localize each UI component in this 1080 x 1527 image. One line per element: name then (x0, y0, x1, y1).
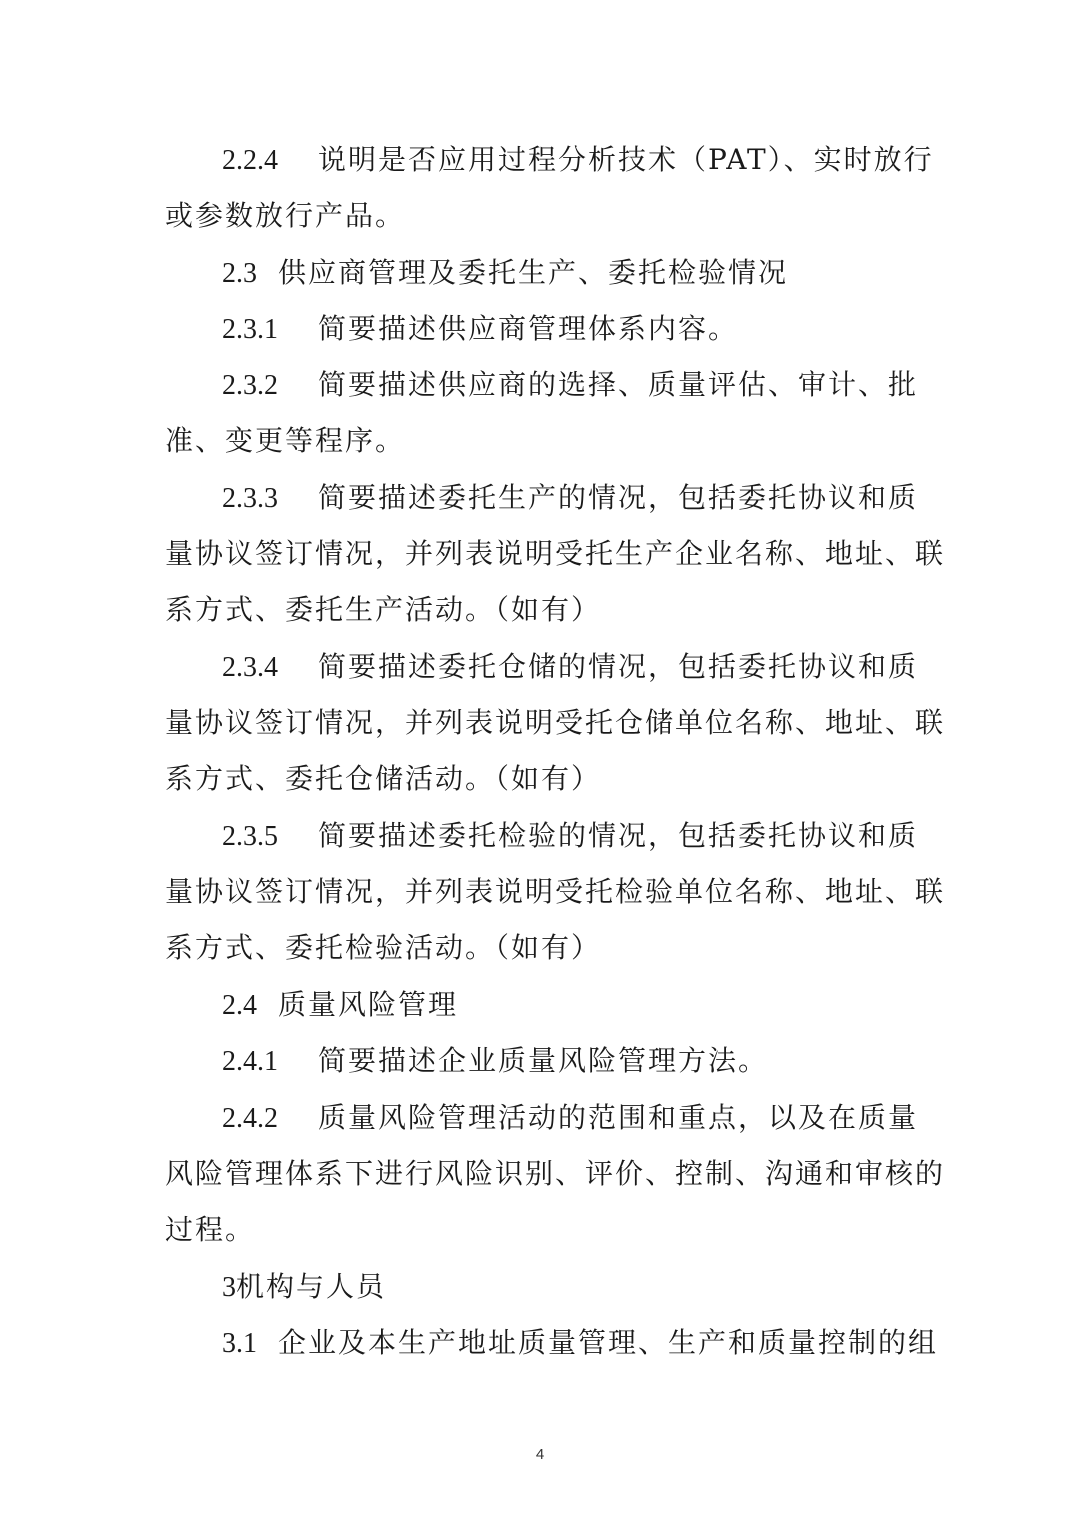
section-text: 质量风险管理 (278, 988, 459, 1021)
paragraph-2-2-4 (222, 142, 934, 179)
continuation-text: 量协议签订情况，并列表说明受托检验单位名称、地址、联 (165, 875, 946, 908)
paragraph-2-4-2 (222, 1100, 919, 1137)
section-number: 2.3.2 (222, 370, 278, 401)
paragraph-continuation (165, 874, 946, 910)
paragraph-continuation (165, 1156, 946, 1192)
continuation-text: 系方式、委托生产活动。（如有） (165, 593, 602, 626)
section-number: 2.3.4 (222, 652, 278, 683)
continuation-text: 系方式、委托检验活动。（如有） (165, 931, 602, 964)
section-number: 2.3.1 (222, 314, 278, 345)
page-number: 4 (535, 1446, 545, 1463)
paragraph-3-1 (222, 1325, 939, 1362)
section-text: 说明是否应用过程分析技术（PAT）、实时放行 (318, 143, 934, 176)
continuation-text: 量协议签订情况，并列表说明受托生产企业名称、地址、联 (165, 537, 946, 570)
section-number: 2.3.3 (222, 483, 278, 514)
section-text: 机构与人员 (236, 1270, 387, 1303)
continuation-text: 量协议签订情况，并列表说明受托仓储单位名称、地址、联 (165, 706, 946, 739)
section-text: 简要描述供应商管理体系内容。 (318, 312, 739, 345)
paragraph-continuation (165, 761, 905, 797)
paragraph-2-3-5 (222, 818, 919, 855)
continuation-text: 系方式、委托仓储活动。（如有） (165, 762, 602, 795)
paragraph-continuation (165, 705, 946, 741)
paragraph-2-3-1 (222, 311, 905, 348)
section-text: 企业及本生产地址质量管理、生产和质量控制的组 (278, 1326, 939, 1359)
continuation-text: 或参数放行产品。 (165, 199, 406, 232)
section-text: 简要描述企业质量风险管理方法。 (318, 1044, 769, 1077)
section-number: 3 (222, 1272, 236, 1303)
section-number: 2.3 (222, 258, 257, 289)
paragraph-continuation (165, 592, 905, 628)
heading-3 (222, 1269, 905, 1306)
paragraph-2-3-3 (222, 480, 919, 517)
section-number: 2.4 (222, 990, 257, 1021)
section-text: 简要描述委托检验的情况，包括委托协议和质 (318, 819, 919, 852)
paragraph-continuation (165, 930, 905, 966)
paragraph-continuation (165, 198, 905, 234)
section-text: 简要描述委托仓储的情况，包括委托协议和质 (318, 650, 919, 683)
continuation-text: 准、变更等程序。 (165, 424, 406, 457)
section-text: 简要描述委托生产的情况，包括委托协议和质 (318, 481, 919, 514)
paragraph-2-3-2 (222, 367, 919, 404)
section-number: 2.4.1 (222, 1046, 278, 1077)
paragraph-continuation (165, 536, 946, 572)
heading-2-4 (222, 987, 905, 1024)
section-text: 简要描述供应商的选择、质量评估、审计、批 (318, 368, 919, 401)
paragraph-2-3-4 (222, 649, 919, 686)
paragraph-continuation (165, 1212, 905, 1248)
section-number: 2.2.4 (222, 145, 278, 176)
heading-2-3 (222, 255, 905, 292)
paragraph-2-4-1 (222, 1043, 905, 1080)
continuation-text: 风险管理体系下进行风险识别、评价、控制、沟通和审核的 (165, 1157, 946, 1190)
continuation-text: 过程。 (165, 1213, 256, 1246)
section-text: 供应商管理及委托生产、委托检验情况 (278, 256, 789, 289)
paragraph-continuation (165, 423, 905, 459)
section-number: 2.3.5 (222, 821, 278, 852)
section-number: 3.1 (222, 1328, 257, 1359)
section-text: 质量风险管理活动的范围和重点，以及在质量 (318, 1101, 919, 1134)
section-number: 2.4.2 (222, 1103, 278, 1134)
